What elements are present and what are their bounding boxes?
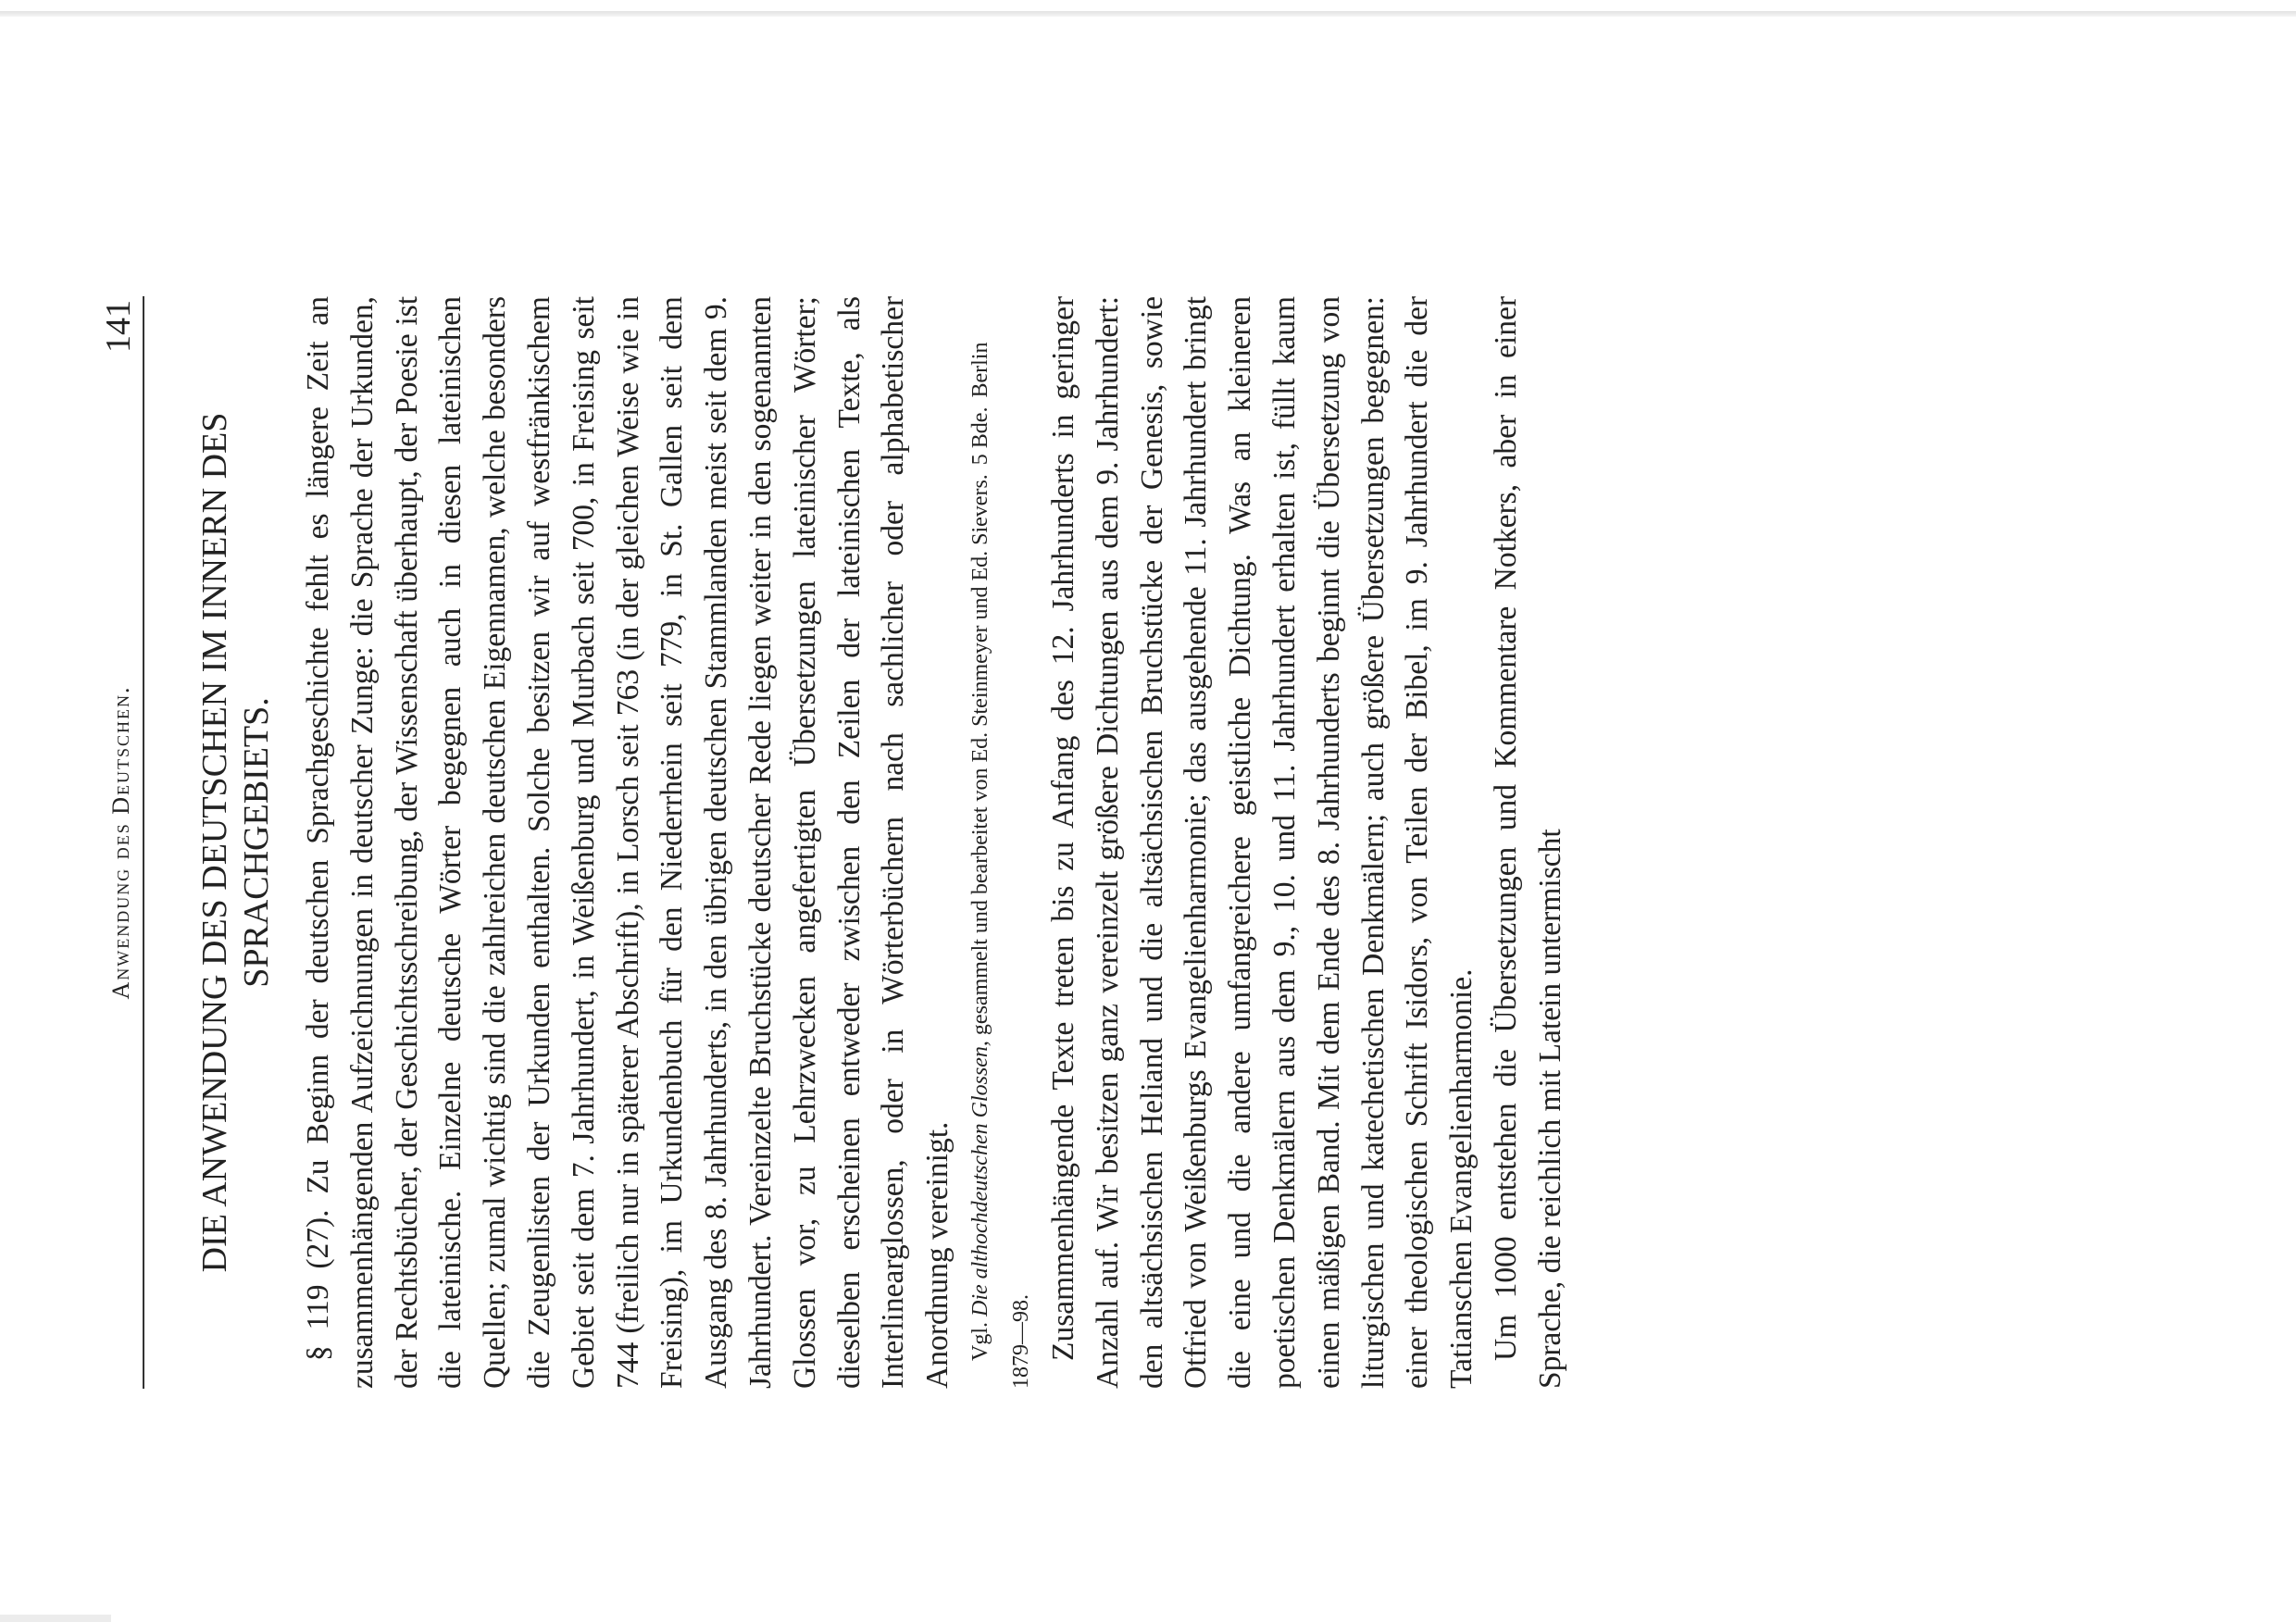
note-prefix: Vgl. [967,1322,992,1361]
note-rest: gesammelt und bearbeitet von Ed. Steinmeyer und Ed. Sievers. [967,474,992,1036]
bibliographic-note [960,296,1042,1389]
scan-corner-mark [0,1615,111,1622]
page-number: 141 [99,300,138,353]
rotated-book-page [93,296,2037,1389]
note-title: Die althochdeutschen Glossen, [967,1041,992,1316]
running-head [93,296,144,1389]
scan-edge-shadow [0,11,2296,17]
running-head-title: Anwendung des Deutschen. [107,685,134,1000]
chapter-title: DIE ANWENDUNG DES DEUTSCHEN IM INNERN DES SPRACHGEBIETS. [195,412,276,1273]
note-place-years: Berlin 1879—98. [967,342,1033,1389]
paragraph-119: § 119 (27). Zu Beginn der deutschen Sprachgeschichte fehlt es längere Zeit an zusammenhängenden Aufzeichnungen in deutscher Zunge: die Sprache der Urkunden, der Rechtsbücher, der Geschichtsschreibung, der Wissenschaft überhaupt, der Poesie ist die lateinische. Einzelne deutsche Wörter begegnen auch in diesen lateinischen Quellen; zumal wichtig sind die zahlreichen deutschen Eigennamen, welche besonders die Zeugenlisten der Urkunden enthalten. Solche besitzen wir auf westfränkischem Gebiet seit dem 7. Jahrhundert, in Weißenburg und Murbach seit 700, in Freising seit 744 (freilich nur in späterer Abschrift), in Lorsch seit 763 (in der gleichen Weise wie in Freising), im Urkundenbuch für den Niederrhein seit 779, in St. Gallen seit dem Ausgang des 8. Jahrhunderts, in den übrigen deutschen Stammlanden meist seit dem 9. Jahrhundert. Vereinzelte Bruchstücke deutscher Rede liegen weiter in den sogenannten Glossen vor, zu Lehrzwecken angefertigten Übersetzungen lateinischer Wörter; dieselben erscheinen entweder zwischen den Zeilen der lateinischen Texte, als Interlinearglossen, oder in Wörterbüchern nach sachlicher oder alphabetischer Anordnung vereinigt. [301,296,955,1389]
note-volumes: 5 Bde. [967,406,992,466]
paragraph-notker: Um 1000 entstehen die Übersetzungen und Kommentare Notkers, aber in einer Sprache, die reichlich mit Latein untermischt [1488,296,1567,1389]
paragraph-texts: Zusammenhängende Texte treten bis zu Anfang des 12. Jahrhunderts in geringer Anzahl auf. Wir besitzen ganz vereinzelt größere Dichtungen aus dem 9. Jahrhundert: den altsächsischen Heliand und die altsächsischen Bruchstücke der Genesis, sowie Otfried von Weißenburgs Evangelienharmonie; das ausgehende 11. Jahrhundert bringt die eine und die andere umfangreichere geistliche Dichtung. Was an kleineren poetischen Denkmälern aus dem 9., 10. und 11. Jahrhundert erhalten ist, füllt kaum einen mäßigen Band. Mit dem Ende des 8. Jahrhunderts beginnt die Übersetzung von liturgischen und katechetischen Denkmälern; auch größere Übersetzungen begegnen: einer theologischen Schrift Isidors, von Teilen der Bibel, im 9. Jahrhundert die der Tatianschen Evangelienharmonie. [1045,296,1479,1389]
body-text [296,296,1573,1389]
